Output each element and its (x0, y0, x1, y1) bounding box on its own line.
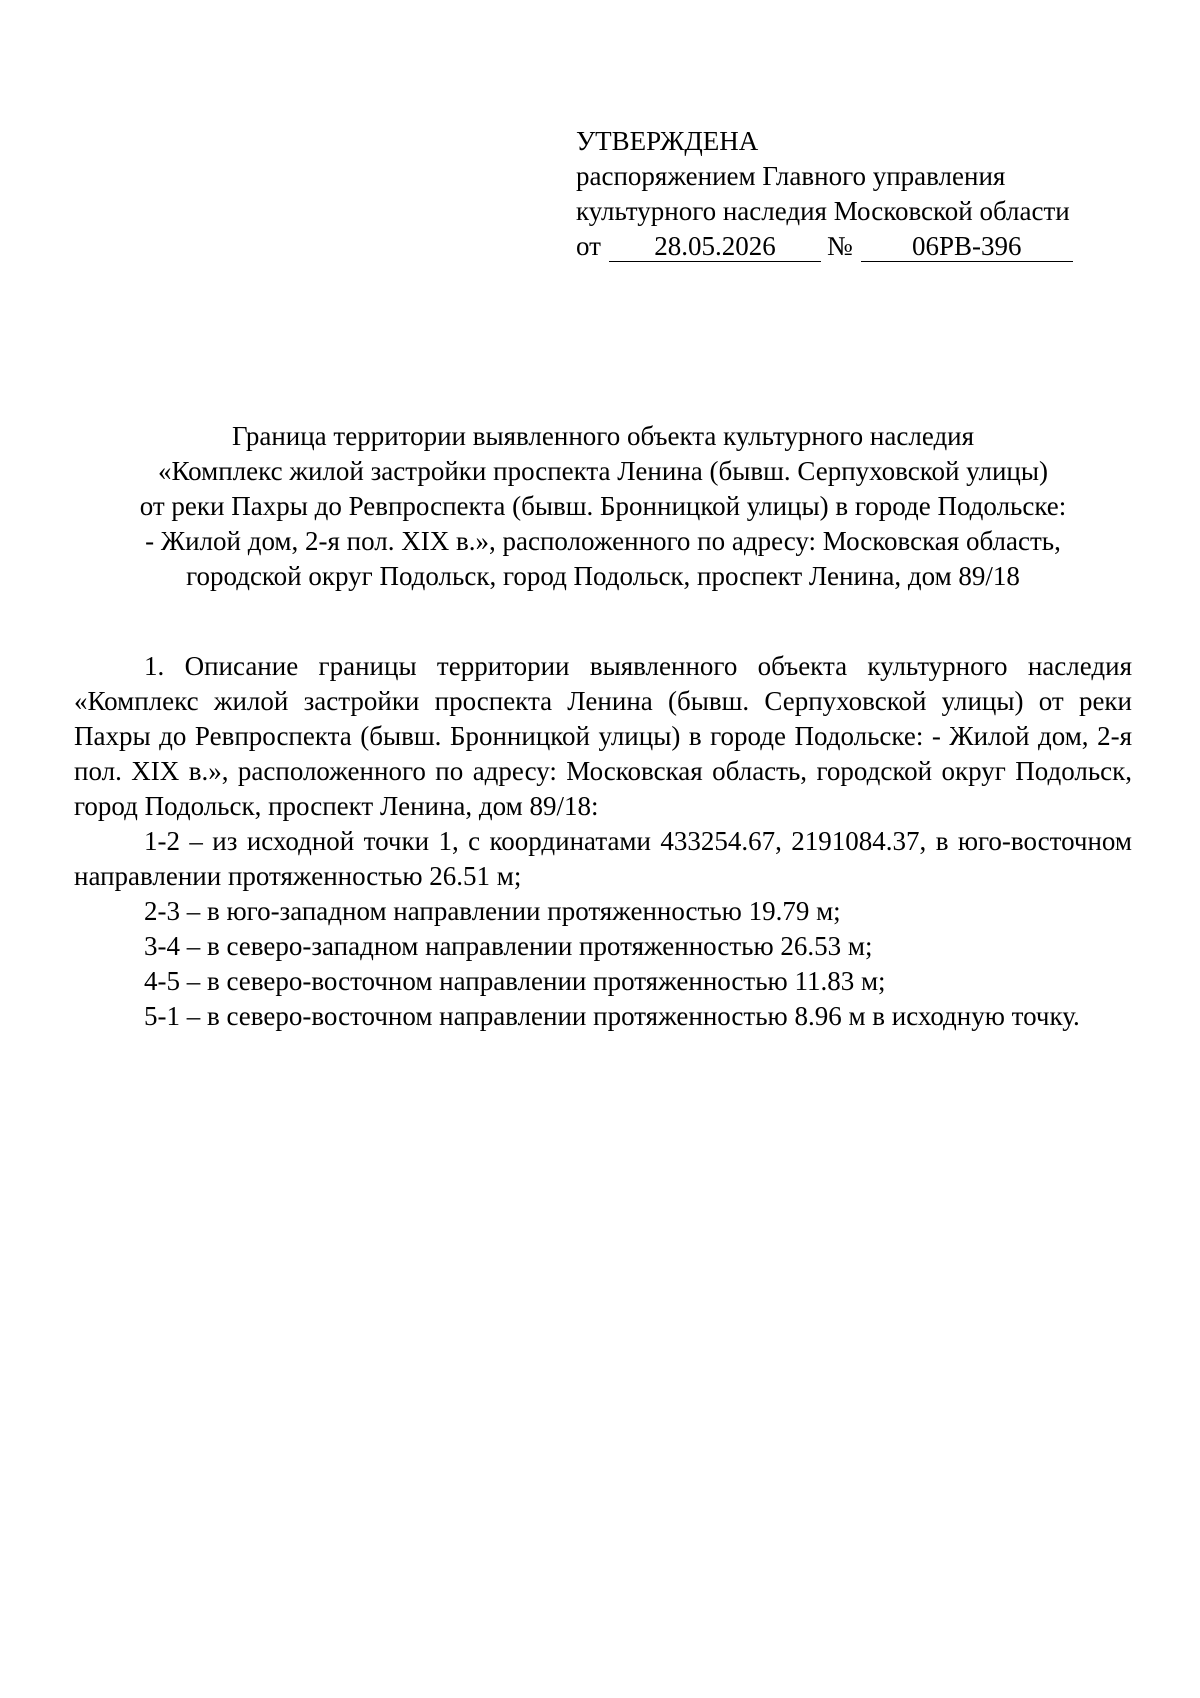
approval-block (576, 124, 1136, 264)
approval-date-number-row (576, 229, 1136, 264)
approval-issuer-line-1: распоряжением Главного управления (576, 161, 1006, 191)
boundary-segment: 2-3 – в юго-западном направлении протяженностью 19.79 м; (144, 896, 841, 926)
approval-heading: УТВЕРЖДЕНА (576, 126, 759, 156)
approval-number: 06РВ-396 (861, 231, 1073, 262)
title-line: городской округ Подольск, город Подольск, проспект Ленина, дом 89/18 (186, 561, 1020, 591)
boundary-segment: 4-5 – в северо-восточном направлении протяженностью 11.83 м; (144, 966, 886, 996)
title-line: «Комплекс жилой застройки проспекта Ленина (бывш. Серпуховской улицы) (158, 456, 1048, 486)
approval-date: 28.05.2026 (609, 231, 821, 262)
boundary-segment: 5-1 – в северо-восточном направлении протяженностью 8.96 м в исходную точку. (144, 1001, 1080, 1031)
number-prefix: № (826, 231, 853, 261)
date-prefix: от (576, 231, 601, 261)
description-intro-paragraph: 1. Описание границы территории выявленного объекта культурного наследия «Комплекс жилой застройки проспекта Ленина (бывш. Серпуховской улицы) от реки Пахры до Ревпроспекта (бывш. Бронницкой улицы) в городе Подольске: - Жилой дом, 2-я пол. XIX в.», расположенного по адресу: Московская область, городской округ Подольск, город Подольск, проспект Ленина, дом 89/18: (74, 651, 1132, 821)
title-line: - Жилой дом, 2-я пол. XIX в.», расположенного по адресу: Московская область, (145, 526, 1061, 556)
boundary-segment: 3-4 – в северо-западном направлении протяженностью 26.53 м; (144, 931, 873, 961)
boundary-segment: 1-2 – из исходной точки 1, с координатами 433254.67, 2191084.37, в юго-восточном направлении протяженностью 26.51 м; (74, 826, 1132, 891)
title-line: Граница территории выявленного объекта культурного наследия (231, 421, 975, 451)
title-line: от реки Пахры до Ревпроспекта (бывш. Бронницкой улицы) в городе Подольске: (139, 491, 1067, 521)
approval-issuer-line-2: культурного наследия Московской области (576, 196, 1070, 226)
boundary-description (74, 649, 1132, 1034)
document-title (72, 419, 1134, 594)
